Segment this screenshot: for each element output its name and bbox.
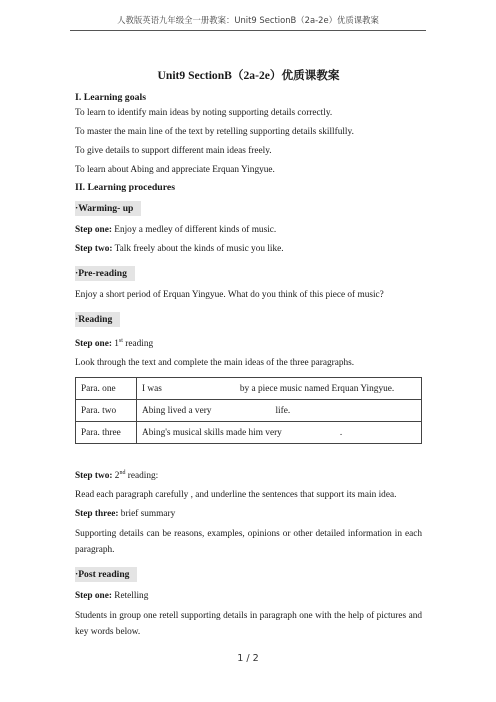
procedures-heading: II. Learning procedures [75, 182, 176, 193]
document-body [75, 55, 422, 644]
reading-step-two [75, 466, 422, 484]
warming-step-one [75, 223, 422, 238]
reading-instruction: Look through the text and complete the main ideas of the three paragraphs. [75, 358, 355, 369]
pre-reading-tag: ·Pre-reading [75, 266, 135, 281]
idea-cell [137, 422, 422, 444]
goal-item: To learn to identify main ideas by noting supporting details correctly. [75, 108, 333, 118]
step-text: Retelling [111, 591, 149, 602]
table-row [76, 422, 422, 444]
goal-item: To master the main line of the text by retelling supporting details skillfully. [75, 127, 354, 137]
ordinal-suffix: st [118, 338, 123, 344]
step-text: brief summary [118, 509, 176, 520]
step-text: reading [122, 339, 154, 350]
step-label: Step one: [75, 339, 112, 350]
step-label: Step two: [75, 471, 113, 482]
step-label: Step one: [75, 225, 112, 235]
idea-after: life. [275, 405, 291, 416]
post-reading-detail: Students in group one retell supporting details in paragraph one with the help of pictures and key words below. [75, 611, 422, 638]
step-number: 2 [112, 471, 120, 482]
step-text: reading: [125, 471, 159, 482]
idea-after: . [339, 427, 343, 438]
para-cell: Para. two [76, 400, 137, 422]
idea-before: I was [142, 383, 162, 394]
step-number: 1 [111, 339, 119, 350]
step-text: Talk freely about the kinds of music you like. [112, 244, 284, 254]
step-text: Enjoy a medley of different kinds of music. [111, 225, 277, 235]
warming-step-two [75, 242, 422, 257]
idea-before: Abing lived a very [142, 405, 212, 416]
table-row [76, 400, 422, 422]
para-cell: Para. three [76, 422, 137, 444]
step-label: Step three: [75, 509, 119, 520]
idea-after: by a piece music named Erquan Yingyue. [239, 383, 395, 394]
pre-reading-text: Enjoy a short period of Erquan Yingyue. What do you think of this piece of music? [75, 290, 384, 300]
post-reading-tag: ·Post reading [75, 567, 137, 582]
reading-step-two-detail: Read each paragraph carefully , and underline the sentences that support its main idea. [75, 490, 397, 501]
warming-up-tag: ·Warming- up [75, 201, 141, 216]
ordinal-suffix: nd [119, 470, 126, 477]
reading-step-one [75, 334, 422, 352]
idea-cell [137, 400, 422, 422]
table-row [76, 378, 422, 400]
idea-cell [137, 378, 422, 400]
goal-item: To learn about Abing and appreciate Erquan Yingyue. [75, 165, 275, 175]
para-cell: Para. one [76, 378, 137, 400]
page-number: 1 / 2 [237, 653, 259, 664]
summary-text: Supporting details can be reasons, examples, opinions or other detailed information in each paragraph. [75, 529, 422, 556]
goal-item: To give details to support different main ideas freely. [75, 146, 272, 156]
post-reading-step-one [75, 589, 422, 604]
goals-heading: I. Learning goals [75, 92, 147, 103]
page-title: Unit9 SectionB（2a-2e）优质课教案 [157, 69, 340, 82]
main-ideas-table [75, 377, 422, 444]
idea-before: Abing's musical skills made him very [142, 427, 282, 438]
step-label: Step two: [75, 244, 113, 254]
reading-step-three [75, 507, 422, 522]
step-label: Step one: [75, 591, 112, 602]
page-header: 人教版英语九年级全一册教案：Unit9 SectionB（2a-2e）优质课教案 [70, 14, 426, 31]
reading-tag: ·Reading [75, 312, 120, 327]
